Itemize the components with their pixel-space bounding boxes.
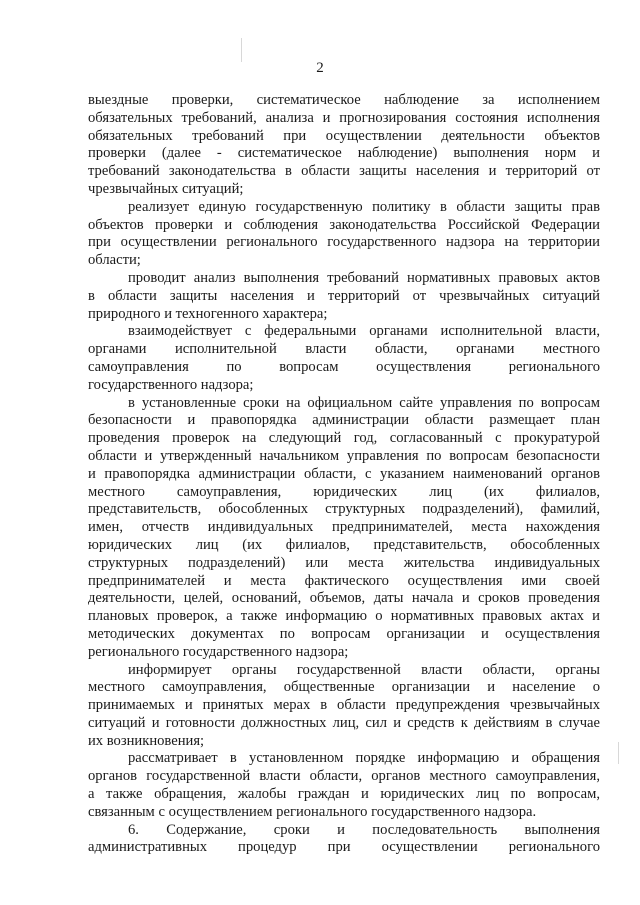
text-line: в установленные сроки на официальном сайте управления по вопросам [128, 394, 600, 411]
text-line: государственного надзора; [88, 376, 254, 393]
text-line: чрезвычайных ситуаций; [88, 180, 244, 197]
text-line: имен, отчеств индивидуальных предпринимателей, места нахождения [88, 519, 600, 536]
text-line: а также обращения, жалобы граждан и юридических лиц по вопросам, [88, 786, 600, 803]
text-line: проверки (далее - систематическое наблюдение) выполнения норм и [88, 145, 600, 162]
text-line: органами исполнительной власти области, органами местного [88, 341, 600, 358]
document-body [88, 92, 600, 857]
paragraph-p3 [88, 270, 600, 323]
text-line: безопасности и правопорядка администрации области размещает план [88, 412, 600, 429]
text-line: местного самоуправления, общественные организации и население о [88, 679, 600, 696]
text-line: методических документах по вопросам организации и осуществления [88, 625, 600, 642]
text-line: и правопорядка администрации области, с указанием наименований органов [88, 465, 600, 482]
text-line: деятельности, целей, оснований, объемов, даты начала и сроков проведения [88, 590, 600, 607]
paragraph-p5 [88, 395, 600, 662]
text-line: природного и техногенного характера; [88, 305, 328, 322]
text-line: при осуществлении регионального государственного надзора на территории [88, 234, 600, 251]
text-line: их возникновения; [88, 732, 205, 749]
text-line: представительств, обособленных структурных подразделений), фамилий, [88, 501, 600, 518]
text-line: 6. Содержание, сроки и последовательность выполнения [128, 821, 600, 838]
text-line: регионального государственного надзора; [88, 643, 349, 660]
text-line: связанным с осуществлением регионального государственного надзора. [88, 803, 537, 820]
text-line: информирует органы государственной власти области, органы [128, 661, 600, 678]
text-line: юридических лиц (их филиалов, представительств, обособленных [88, 536, 600, 553]
page-number: 2 [316, 60, 324, 76]
paragraph-p1 [88, 92, 600, 199]
text-line: плановых проверок, а также информацию о нормативных правовых актах и [88, 608, 600, 625]
text-line: взаимодействует с федеральными органами исполнительной власти, [128, 323, 600, 340]
text-line: принимаемых и принятых мерах в области предупреждения чрезвычайных [88, 697, 600, 714]
text-line: местного самоуправления, юридических лиц (их филиалов, [88, 483, 600, 500]
scan-artifact-line-bottom [618, 742, 619, 764]
text-line: проводит анализ выполнения требований нормативных правовых актов [128, 269, 600, 286]
text-line: органов государственной власти области, органов местного самоуправления, [88, 768, 600, 785]
text-line: рассматривает в установленном порядке информацию и обращения [128, 750, 600, 767]
text-line: структурных подразделений) или места жительства индивидуальных [88, 554, 600, 571]
text-line: самоуправления по вопросам осуществления регионального [88, 358, 600, 375]
text-line: ситуаций и готовности должностных лиц, сил и средств к действиям в случае [88, 714, 600, 731]
text-line: реализует единую государственную политику в области защиты прав [128, 198, 600, 215]
scan-artifact-line-top [241, 38, 242, 62]
text-line: выездные проверки, систематическое наблюдение за исполнением [88, 92, 600, 108]
paragraph-p4 [88, 323, 600, 394]
text-line: области и утвержденный начальником управления по вопросам безопасности [88, 447, 600, 464]
paragraph-p6 [88, 662, 600, 751]
text-line: области; [88, 252, 141, 269]
text-line: обязательных требований при осуществлении деятельности объектов [88, 127, 600, 144]
text-line: объектов проверки и соблюдения законодательства Российской Федерации [88, 216, 600, 233]
paragraph-p8 [88, 822, 600, 858]
text-line: предпринимателей и места фактического осуществления ими своей [88, 572, 600, 589]
paragraph-p7 [88, 750, 600, 821]
paragraph-p2 [88, 199, 600, 270]
text-line: требований законодательства в области защиты населения и территорий от [88, 163, 600, 180]
text-line: административных процедур при осуществлении регионального [88, 839, 600, 856]
text-line: проведения проверок на следующий год, согласованный с прокуратурой [88, 430, 600, 447]
text-line: в области защиты населения и территорий от чрезвычайных ситуаций [88, 287, 600, 304]
text-line: обязательных требований, анализа и прогнозирования состояния исполнения [88, 109, 600, 126]
